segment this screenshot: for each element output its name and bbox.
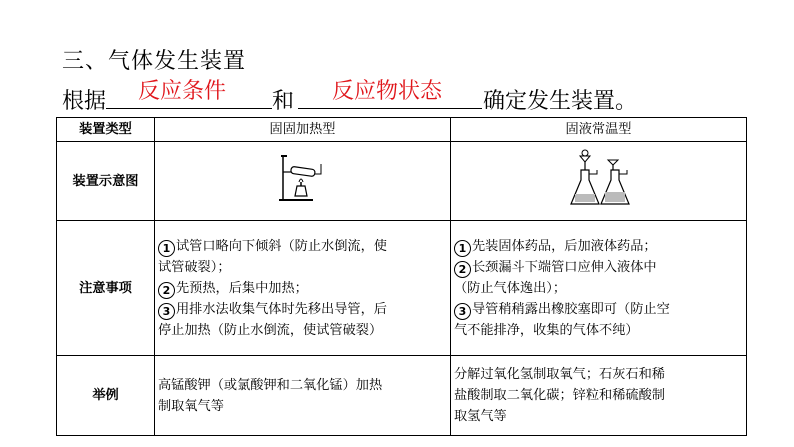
diagram-row: [57, 142, 747, 221]
header-solid-liquid-room-temp: 固液常温型: [451, 118, 747, 142]
notes-col1: [155, 221, 451, 356]
note-line: 2 先预热，后集中加热；: [158, 278, 447, 299]
note-line: 1 先装固体药品，后加液体药品；: [454, 236, 743, 257]
blank-2: [298, 108, 482, 109]
example-line: 盐酸制取二氧化碳；锌粒和稀硫酸制: [454, 388, 665, 403]
header-type: 装置类型: [57, 118, 155, 142]
generator-table: [56, 117, 747, 436]
circled-number: 3: [454, 303, 471, 320]
note-line: 气不能排净，收集的气体不纯）: [454, 322, 639, 338]
fill-in-sentence: [62, 80, 762, 114]
sentence-prefix: 根据: [62, 89, 107, 114]
notes-row: [57, 221, 747, 356]
blank-1: [106, 108, 272, 109]
note-line: 2 长颈漏斗下端管口应伸入液体中: [454, 257, 743, 278]
note-line: 3 导管稍稍露出橡胶塞即可（防止空: [454, 299, 743, 320]
example-col2: [451, 356, 747, 436]
header-row: [57, 118, 747, 142]
example-line: 取氢气等: [454, 409, 507, 424]
circled-number: 2: [454, 261, 471, 278]
example-line: 制取氧气等: [158, 398, 224, 414]
diagram-cell-flask: [451, 142, 747, 221]
example-line: 高锰酸钾（或氯酸钾和二氧化锰）加热: [158, 377, 383, 393]
sentence-suffix: 确定发生装置。: [483, 89, 638, 114]
label-diagram: 装置示意图: [57, 142, 155, 221]
answer-reactant-state: 反应物状态: [332, 79, 443, 104]
sentence-middle: 和: [272, 89, 295, 114]
label-notes: 注意事项: [57, 221, 155, 356]
diagram-cell-heating: [155, 142, 451, 221]
note-line: 1 试管口略向下倾斜（防止水倒流，使: [158, 236, 447, 257]
section-heading: 三、气体发生装置: [62, 49, 247, 74]
notes-col2: [451, 221, 747, 356]
circled-number: 2: [158, 282, 175, 299]
example-row: [57, 356, 747, 436]
header-solid-solid-heating: 固固加热型: [155, 118, 451, 142]
example-line: 分解过氧化氢制取氧气；石灰石和稀: [454, 367, 665, 382]
flask-funnel-apparatus-icon: [563, 148, 635, 208]
heating-apparatus-icon: [273, 150, 333, 206]
circled-number: 3: [158, 303, 175, 320]
example-col1: [155, 356, 451, 436]
note-line: 停止加热（防止水倒流，使试管破裂）: [158, 322, 383, 338]
note-line: 3 用排水法收集气体时先移出导管，后: [158, 299, 447, 320]
note-line: 试管破裂）；: [158, 259, 231, 275]
circled-number: 1: [158, 240, 175, 257]
circled-number: 1: [454, 240, 471, 257]
note-line: （防止气体逸出）；: [454, 280, 567, 296]
label-examples: 举例: [57, 356, 155, 436]
answer-reaction-condition: 反应条件: [138, 79, 227, 104]
